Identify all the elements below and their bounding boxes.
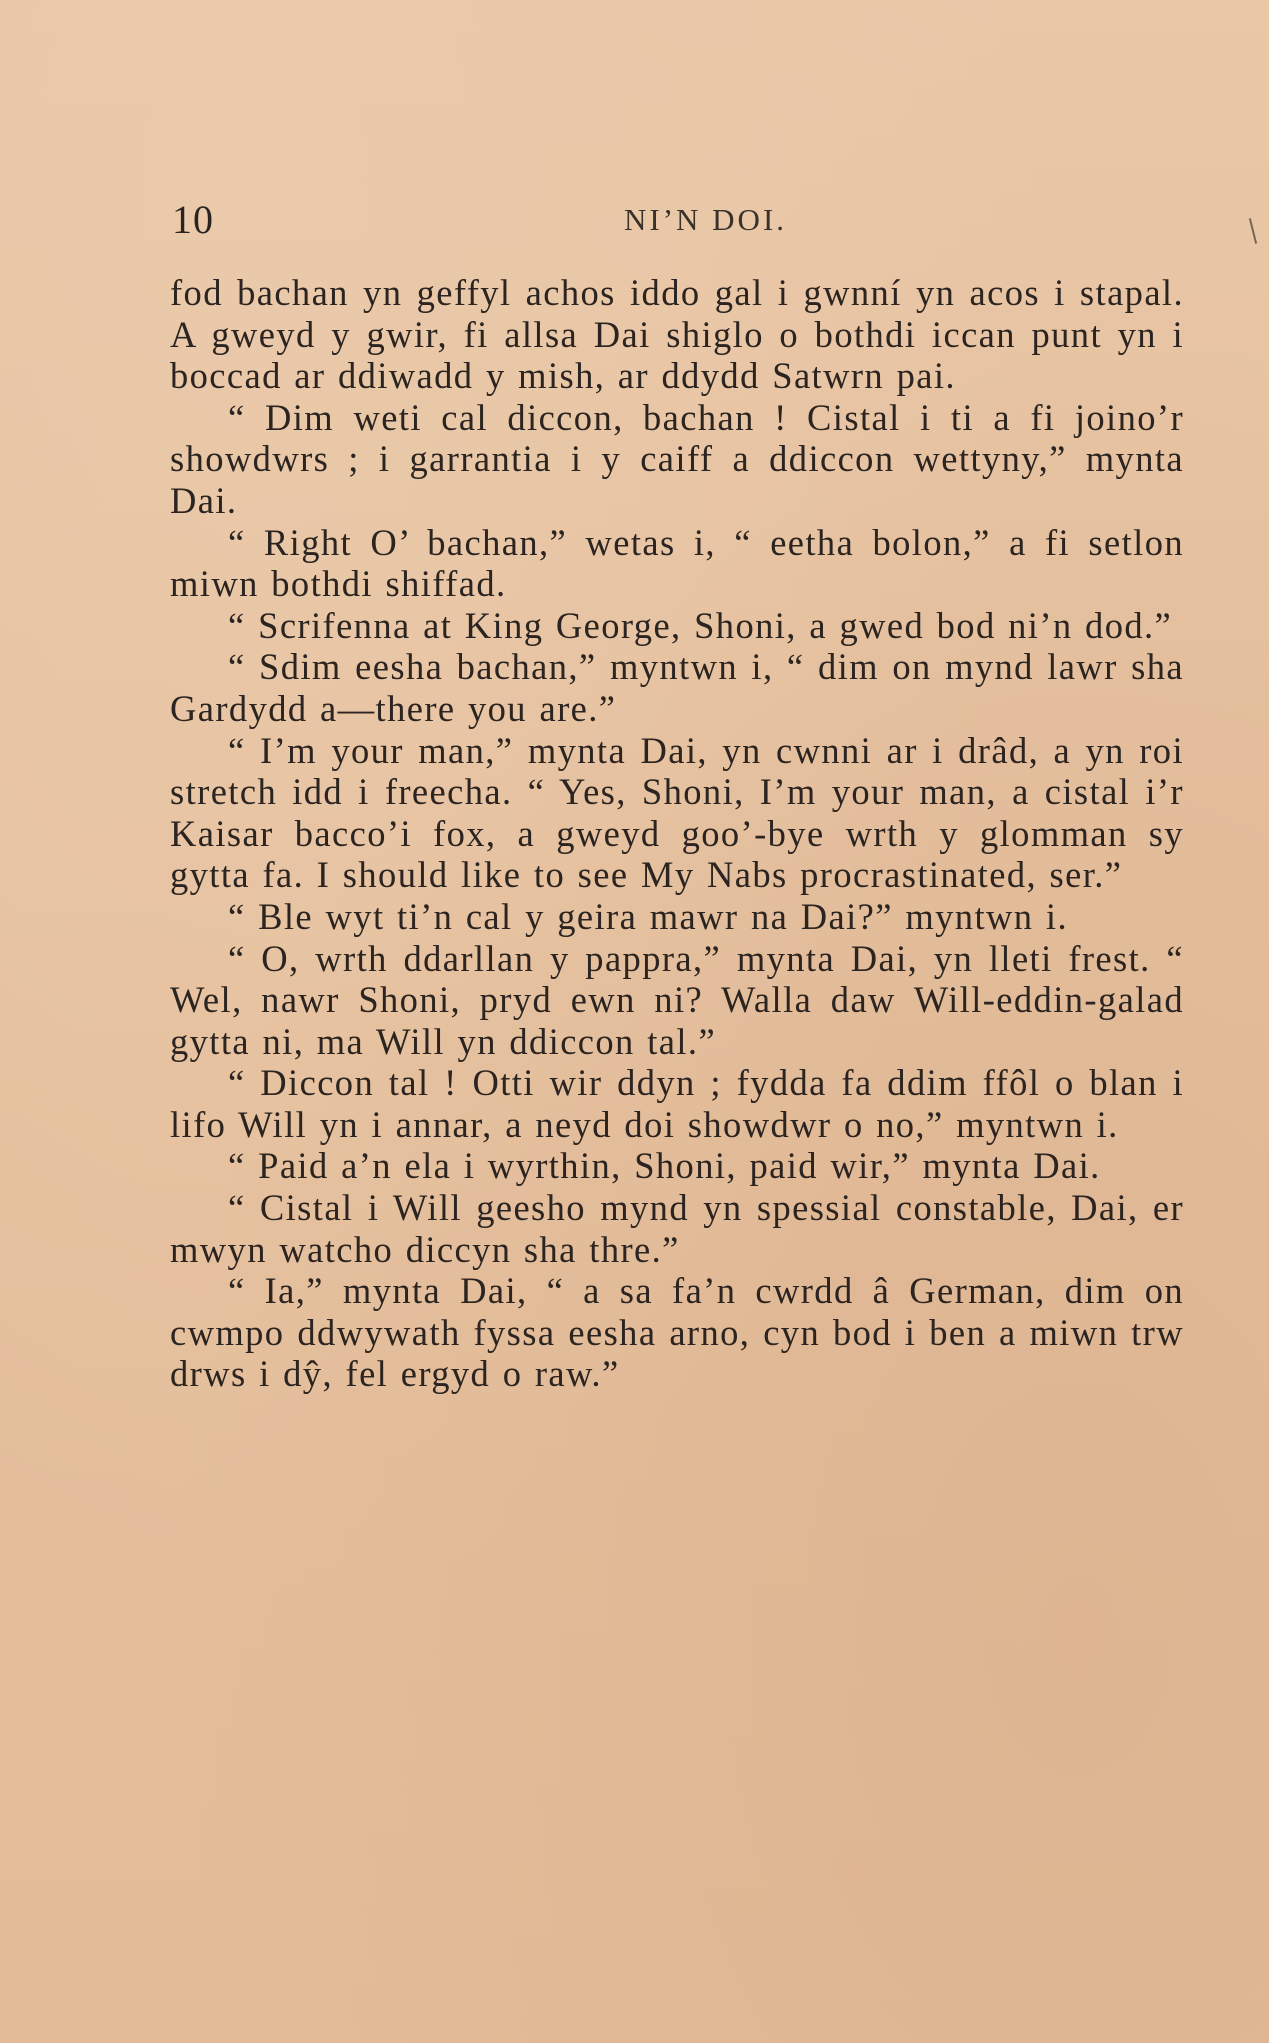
pencil-tick-mark xyxy=(1249,218,1257,244)
paragraph-12: “ Ia,” mynta Dai, “ a sa fa’n cwrdd â German, dim on cwmpo ddwywath fyssa eesha arno, cyn bod i ben a miwn trw drws i dŷ, fel ergyd o raw.” xyxy=(170,1270,1184,1395)
page-number: 10 xyxy=(172,197,214,242)
running-title: NI’N DOI. xyxy=(624,202,788,237)
paragraph-4: “ Scrifenna at King George, Shoni, a gwed bod ni’n dod.” xyxy=(228,604,1173,646)
paragraph-3: “ Right O’ bachan,” wetas i, “ eetha bolon,” a fi setlon miwn bothdi shiffad. xyxy=(170,521,1184,605)
paragraph-7: “ Ble wyt ti’n cal y geira mawr na Dai?” myntwn i. xyxy=(228,895,1069,937)
paragraph-1: fod bachan yn geffyl achos iddo gal i gwnní yn acos i stapal. A gweyd y gwir, fi allsa Dai shiglo o bothdi iccan punt yn i boccad ar ddiwadd y mish, ar ddydd Satwrn pai. xyxy=(170,272,1184,397)
paragraph-9: “ Diccon tal ! Otti wir ddyn ; fydda fa ddim ffôl o blan i lifo Will yn i annar, a neyd doi showdwr o no,” myntwn i. xyxy=(170,1062,1184,1145)
paragraph-11: “ Cistal i Will geesho mynd yn spessial constable, Dai, er mwyn watcho diccyn sha thre.” xyxy=(170,1187,1184,1270)
paragraph-8: “ O, wrth ddarllan y pappra,” mynta Dai, yn lleti frest. “ Wel, nawr Shoni, pryd ewn ni? Walla daw Will-eddin-galad gytta ni, ma Will yn ddiccon tal.” xyxy=(170,937,1184,1062)
paragraph-10: “ Paid a’n ela i wyrthin, Shoni, paid wir,” mynta Dai. xyxy=(228,1145,1101,1187)
page-header xyxy=(170,196,1180,246)
body-text xyxy=(170,272,1184,1395)
paragraph-6: “ I’m your man,” mynta Dai, yn cwnni ar i drâd, a yn roi stretch idd i freecha. “ Yes, Shoni, I’m your man, a cistal i’r Kaisar bacco’i fox, a gweyd goo’-bye wrth y glomman sy gytta fa. I should like to see My Nabs procrastinated, ser.” xyxy=(170,729,1184,896)
paragraph-5: “ Sdim eesha bachan,” myntwn i, “ dim on mynd lawr sha Gardydd a—there you are.” xyxy=(170,646,1184,729)
paragraph-2: “ Dim weti cal diccon, bachan ! Cistal i ti a fi joino’r showdwrs ; i garrantia i y caiff a ddiccon wettyny,” mynta Dai. xyxy=(170,396,1184,521)
